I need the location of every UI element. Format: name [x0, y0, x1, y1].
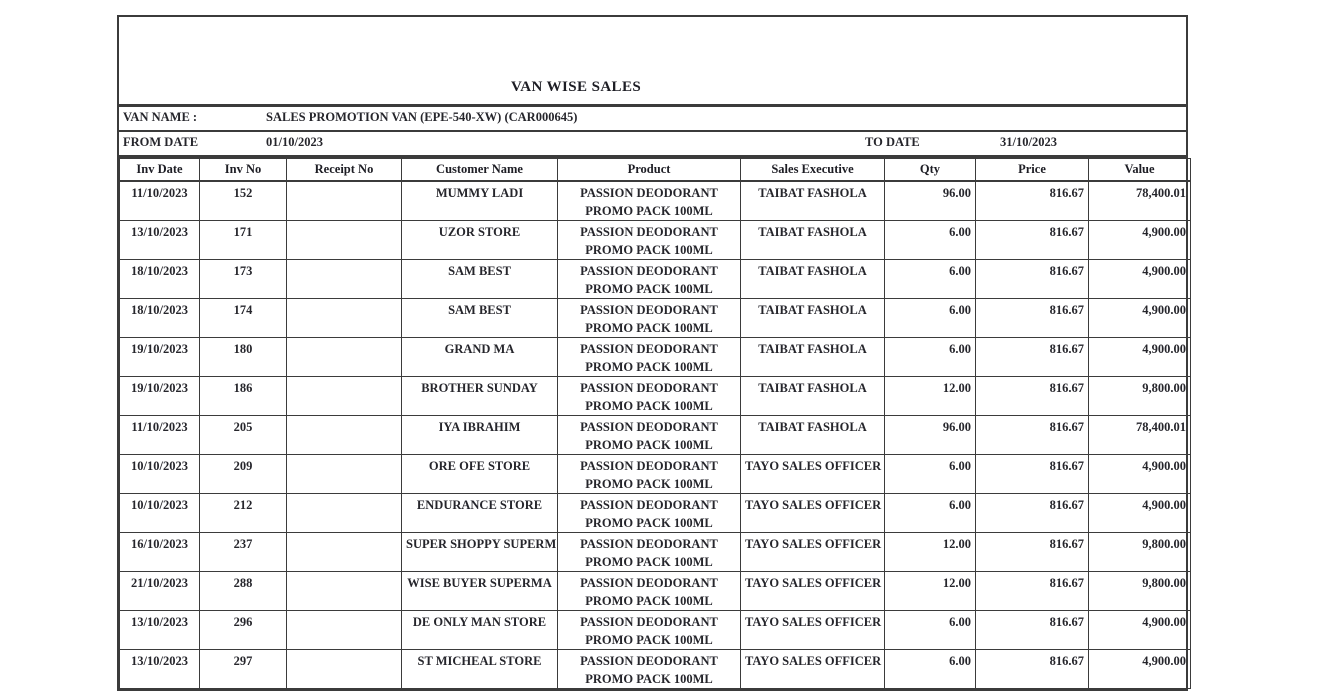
van-name-value: SALES PROMOTION VAN (EPE-540-XW) (CAR000645) — [266, 110, 578, 124]
cell-sales-executive: TAYO SALES OFFICER — [741, 571, 885, 610]
table-row — [120, 376, 1191, 415]
cell-receipt-no — [287, 181, 402, 221]
cell-inv-no: 152 — [200, 181, 287, 221]
cell-inv-no: 212 — [200, 493, 287, 532]
cell-product: PASSION DEODORANT PROMO PACK 100ML — [558, 532, 741, 571]
cell-price: 816.67 — [976, 649, 1089, 688]
cell-value: 9,800.00 — [1089, 571, 1191, 610]
column-header-inv-date: Inv Date — [120, 159, 200, 181]
cell-qty: 6.00 — [885, 337, 976, 376]
column-header-receipt-no: Receipt No — [287, 159, 402, 181]
table-row — [120, 220, 1191, 259]
table-header — [120, 159, 1191, 181]
cell-inv-no: 173 — [200, 259, 287, 298]
cell-value: 78,400.01 — [1089, 181, 1191, 221]
cell-qty: 6.00 — [885, 493, 976, 532]
to-date-value: 31/10/2023 — [1000, 135, 1057, 149]
cell-inv-date: 21/10/2023 — [120, 571, 200, 610]
cell-product: PASSION DEODORANT PROMO PACK 100ML — [558, 454, 741, 493]
cell-customer-name: ENDURANCE STORE — [402, 493, 558, 532]
cell-inv-no: 297 — [200, 649, 287, 688]
cell-inv-no: 186 — [200, 376, 287, 415]
table-row — [120, 493, 1191, 532]
cell-product: PASSION DEODORANT PROMO PACK 100ML — [558, 415, 741, 454]
from-date-label: FROM DATE — [123, 135, 199, 149]
cell-customer-name: SUPER SHOPPY SUPERM — [402, 532, 558, 571]
cell-value: 4,900.00 — [1089, 649, 1191, 688]
sales-report — [117, 15, 1188, 691]
cell-product: PASSION DEODORANT PROMO PACK 100ML — [558, 649, 741, 688]
cell-customer-name: IYA IBRAHIM — [402, 415, 558, 454]
cell-sales-executive: TAYO SALES OFFICER — [741, 610, 885, 649]
table-row — [120, 415, 1191, 454]
cell-sales-executive: TAIBAT FASHOLA — [741, 337, 885, 376]
cell-product: PASSION DEODORANT PROMO PACK 100ML — [558, 181, 741, 221]
cell-customer-name: ST MICHEAL STORE — [402, 649, 558, 688]
cell-receipt-no — [287, 220, 402, 259]
cell-inv-no: 288 — [200, 571, 287, 610]
van-name-row — [119, 107, 1186, 132]
table-row — [120, 571, 1191, 610]
cell-value: 78,400.01 — [1089, 415, 1191, 454]
cell-price: 816.67 — [976, 376, 1089, 415]
column-header-price: Price — [976, 159, 1089, 181]
cell-value: 4,900.00 — [1089, 610, 1191, 649]
cell-price: 816.67 — [976, 181, 1089, 221]
cell-price: 816.67 — [976, 259, 1089, 298]
cell-product: PASSION DEODORANT PROMO PACK 100ML — [558, 259, 741, 298]
cell-qty: 6.00 — [885, 610, 976, 649]
from-date-value: 01/10/2023 — [266, 135, 323, 149]
cell-receipt-no — [287, 298, 402, 337]
cell-value: 4,900.00 — [1089, 337, 1191, 376]
cell-qty: 12.00 — [885, 376, 976, 415]
cell-inv-date: 16/10/2023 — [120, 532, 200, 571]
page-title: VAN WISE SALES — [511, 79, 642, 95]
column-header-sales-executive: Sales Executive — [741, 159, 885, 181]
cell-value: 4,900.00 — [1089, 259, 1191, 298]
cell-customer-name: WISE BUYER SUPERMA — [402, 571, 558, 610]
cell-receipt-no — [287, 571, 402, 610]
cell-product: PASSION DEODORANT PROMO PACK 100ML — [558, 493, 741, 532]
cell-product: PASSION DEODORANT PROMO PACK 100ML — [558, 610, 741, 649]
cell-sales-executive: TAYO SALES OFFICER — [741, 649, 885, 688]
table-row — [120, 649, 1191, 688]
cell-receipt-no — [287, 493, 402, 532]
cell-inv-no: 237 — [200, 532, 287, 571]
table-row — [120, 337, 1191, 376]
table-row — [120, 454, 1191, 493]
cell-sales-executive: TAYO SALES OFFICER — [741, 532, 885, 571]
cell-qty: 6.00 — [885, 220, 976, 259]
cell-inv-date: 18/10/2023 — [120, 259, 200, 298]
cell-inv-no: 180 — [200, 337, 287, 376]
cell-inv-no: 205 — [200, 415, 287, 454]
cell-receipt-no — [287, 532, 402, 571]
cell-inv-no: 296 — [200, 610, 287, 649]
cell-price: 816.67 — [976, 298, 1089, 337]
cell-qty: 12.00 — [885, 571, 976, 610]
cell-qty: 96.00 — [885, 415, 976, 454]
cell-inv-no: 209 — [200, 454, 287, 493]
cell-inv-no: 171 — [200, 220, 287, 259]
cell-inv-date: 18/10/2023 — [120, 298, 200, 337]
cell-receipt-no — [287, 454, 402, 493]
cell-customer-name: BROTHER SUNDAY — [402, 376, 558, 415]
cell-inv-date: 11/10/2023 — [120, 415, 200, 454]
cell-product: PASSION DEODORANT PROMO PACK 100ML — [558, 220, 741, 259]
cell-receipt-no — [287, 376, 402, 415]
column-header-inv-no: Inv No — [200, 159, 287, 181]
cell-inv-date: 19/10/2023 — [120, 337, 200, 376]
date-range-row — [119, 132, 1186, 158]
cell-inv-date: 10/10/2023 — [120, 454, 200, 493]
cell-price: 816.67 — [976, 571, 1089, 610]
cell-qty: 12.00 — [885, 532, 976, 571]
cell-inv-no: 174 — [200, 298, 287, 337]
cell-inv-date: 13/10/2023 — [120, 610, 200, 649]
cell-receipt-no — [287, 610, 402, 649]
van-name-label: VAN NAME : — [123, 110, 198, 124]
cell-value: 9,800.00 — [1089, 376, 1191, 415]
cell-product: PASSION DEODORANT PROMO PACK 100ML — [558, 298, 741, 337]
cell-customer-name: SAM BEST — [402, 259, 558, 298]
cell-qty: 96.00 — [885, 181, 976, 221]
table-body — [120, 181, 1191, 689]
cell-product: PASSION DEODORANT PROMO PACK 100ML — [558, 571, 741, 610]
cell-sales-executive: TAYO SALES OFFICER — [741, 493, 885, 532]
cell-price: 816.67 — [976, 337, 1089, 376]
cell-value: 4,900.00 — [1089, 298, 1191, 337]
cell-sales-executive: TAIBAT FASHOLA — [741, 415, 885, 454]
cell-customer-name: SAM BEST — [402, 298, 558, 337]
cell-value: 4,900.00 — [1089, 220, 1191, 259]
cell-receipt-no — [287, 649, 402, 688]
cell-value: 4,900.00 — [1089, 454, 1191, 493]
cell-qty: 6.00 — [885, 298, 976, 337]
cell-customer-name: ORE OFE STORE — [402, 454, 558, 493]
cell-sales-executive: TAIBAT FASHOLA — [741, 181, 885, 221]
sales-table — [119, 158, 1191, 689]
cell-inv-date: 11/10/2023 — [120, 181, 200, 221]
cell-value: 4,900.00 — [1089, 493, 1191, 532]
cell-receipt-no — [287, 337, 402, 376]
table-header-row — [120, 159, 1191, 181]
cell-receipt-no — [287, 259, 402, 298]
column-header-qty: Qty — [885, 159, 976, 181]
cell-sales-executive: TAIBAT FASHOLA — [741, 259, 885, 298]
cell-sales-executive: TAIBAT FASHOLA — [741, 376, 885, 415]
cell-price: 816.67 — [976, 610, 1089, 649]
column-header-customer-name: Customer Name — [402, 159, 558, 181]
column-header-product: Product — [558, 159, 741, 181]
cell-inv-date: 13/10/2023 — [120, 649, 200, 688]
cell-value: 9,800.00 — [1089, 532, 1191, 571]
cell-price: 816.67 — [976, 493, 1089, 532]
cell-customer-name: DE ONLY MAN STORE — [402, 610, 558, 649]
table-row — [120, 610, 1191, 649]
cell-price: 816.67 — [976, 532, 1089, 571]
cell-inv-date: 10/10/2023 — [120, 493, 200, 532]
cell-sales-executive: TAIBAT FASHOLA — [741, 220, 885, 259]
cell-inv-date: 19/10/2023 — [120, 376, 200, 415]
cell-qty: 6.00 — [885, 454, 976, 493]
cell-product: PASSION DEODORANT PROMO PACK 100ML — [558, 337, 741, 376]
cell-inv-date: 13/10/2023 — [120, 220, 200, 259]
cell-receipt-no — [287, 415, 402, 454]
cell-price: 816.67 — [976, 220, 1089, 259]
cell-customer-name: UZOR STORE — [402, 220, 558, 259]
report-title-section — [119, 17, 1186, 107]
cell-sales-executive: TAYO SALES OFFICER — [741, 454, 885, 493]
column-header-value: Value — [1089, 159, 1191, 181]
cell-product: PASSION DEODORANT PROMO PACK 100ML — [558, 376, 741, 415]
cell-customer-name: MUMMY LADI — [402, 181, 558, 221]
to-date-label: TO DATE — [865, 135, 920, 149]
cell-price: 816.67 — [976, 415, 1089, 454]
cell-qty: 6.00 — [885, 649, 976, 688]
table-row — [120, 532, 1191, 571]
table-row — [120, 181, 1191, 221]
table-row — [120, 259, 1191, 298]
cell-sales-executive: TAIBAT FASHOLA — [741, 298, 885, 337]
cell-qty: 6.00 — [885, 259, 976, 298]
table-row — [120, 298, 1191, 337]
cell-price: 816.67 — [976, 454, 1089, 493]
cell-customer-name: GRAND MA — [402, 337, 558, 376]
